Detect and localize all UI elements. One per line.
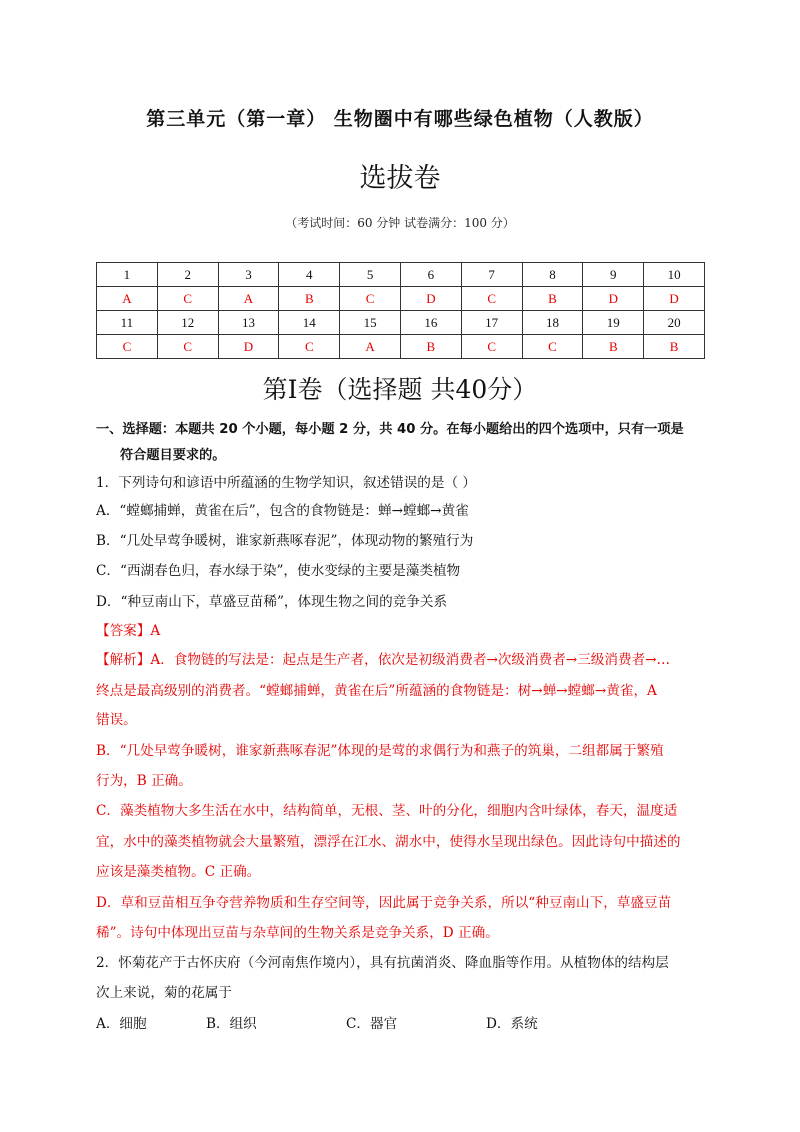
question-number-cell: 1 <box>97 263 158 287</box>
q1-option-b: B．“几处早莺争暖树，谁家新燕啄春泥”，体现动物的繁殖行为 <box>96 533 474 549</box>
q2-options <box>96 1014 706 1034</box>
q1-option-c: C．“西湖春色归，春水绿于染”，使水变绿的主要是藻类植物 <box>96 563 461 579</box>
section-title: 第Ⅰ卷（选择题 共40分） <box>262 375 538 404</box>
question-number-cell: 11 <box>97 311 158 335</box>
answer-cell: D <box>583 287 644 311</box>
answer-cell: B <box>279 287 340 311</box>
answer-cell: C <box>340 287 401 311</box>
q1-analysis-line: 【解析】A．食物链的写法是：起点是生产者，依次是初级消费者→次级消费者→三级消费者→… <box>96 652 671 668</box>
answer-cell: C <box>157 287 218 311</box>
q2-option-c: C．器官 <box>346 1016 398 1032</box>
question-number-row <box>97 311 705 335</box>
answer-cell: C <box>279 335 340 359</box>
question-number-cell: 12 <box>157 311 218 335</box>
answer-cell: C <box>522 335 583 359</box>
q2-stem-line-1: 2．怀菊花产于古怀庆府（今河南焦作境内），具有抗菌消炎、降血脂等作用。从植物体的结构层 <box>96 955 669 971</box>
q2-option-d: D．系统 <box>486 1016 538 1032</box>
question-number-cell: 14 <box>279 311 340 335</box>
q2-option-a: A．细胞 <box>96 1016 147 1032</box>
answer-table <box>96 262 705 359</box>
q1-option-d: D．“种豆南山下，草盛豆苗稀”，体现生物之间的竞争关系 <box>96 594 448 610</box>
question-number-cell: 2 <box>157 263 218 287</box>
answer-cell: A <box>97 287 158 311</box>
question-number-cell: 18 <box>522 311 583 335</box>
question-number-cell: 15 <box>340 311 401 335</box>
exam-info: （考试时间：60 分钟 试卷满分：100 分） <box>285 216 515 230</box>
answer-cell: B <box>522 287 583 311</box>
q1-analysis-line: 终点是最高级别的消费者。“螳螂捕蝉，黄雀在后”所蕴涵的食物链是：树→蝉→螳螂→黄雀，A <box>96 683 657 699</box>
q2-option-b: B．组织 <box>206 1016 257 1032</box>
answer-cell: A <box>218 287 279 311</box>
answer-cell: B <box>400 335 461 359</box>
instructions-line-1: 一、选择题：本题共 20 个小题，每小题 2 分，共 40 分。在每小题给出的四个选项中，只有一项是 <box>96 422 684 437</box>
instructions-line-2: 符合题目要求的。 <box>120 448 226 463</box>
q1-analysis-line: 稀”。诗句中体现出豆苗与杂草间的生物关系是竞争关系，D 正确。 <box>96 925 499 941</box>
question-number-cell: 16 <box>400 311 461 335</box>
q1-analysis-line: 错误。 <box>96 712 137 728</box>
question-number-cell: 20 <box>644 311 705 335</box>
answer-cell: D <box>400 287 461 311</box>
q2-stem-line-2: 次上来说，菊的花属于 <box>96 985 232 1001</box>
q1-analysis-line: 行为，B 正确。 <box>96 773 192 789</box>
answer-cell: C <box>97 335 158 359</box>
q1-analysis-line: D．草和豆苗相互争夺营养物质和生存空间等，因此属于竞争关系，所以“种豆南山下，草盛豆苗 <box>96 895 672 911</box>
question-number-cell: 3 <box>218 263 279 287</box>
question-number-cell: 5 <box>340 263 401 287</box>
question-number-cell: 4 <box>279 263 340 287</box>
q1-analysis-line: 宜，水中的藻类植物就会大量繁殖，漂浮在江水、湖水中，使得水呈现出绿色。因此诗句中描述的 <box>96 834 681 850</box>
answer-row <box>97 335 705 359</box>
question-number-cell: 8 <box>522 263 583 287</box>
question-number-cell: 6 <box>400 263 461 287</box>
q1-analysis-line: B．“几处早莺争暖树，谁家新燕啄春泥”体现的是莺的求偶行为和燕子的筑巢，二组都属于繁殖 <box>96 743 664 759</box>
exam-subtitle: 选拔卷 <box>359 163 441 194</box>
answer-cell: C <box>461 335 522 359</box>
exam-title: 第三单元（第一章） 生物圈中有哪些绿色植物（人教版） <box>146 108 654 130</box>
question-number-cell: 19 <box>583 311 644 335</box>
answer-cell: A <box>340 335 401 359</box>
question-number-cell: 7 <box>461 263 522 287</box>
question-number-cell: 17 <box>461 311 522 335</box>
answer-row <box>97 287 705 311</box>
question-number-cell: 10 <box>644 263 705 287</box>
q1-option-a: A．“螳螂捕蝉，黄雀在后”，包含的食物链是：蝉→螳螂→黄雀 <box>96 503 469 519</box>
question-number-cell: 13 <box>218 311 279 335</box>
q1-stem: 1．下列诗句和谚语中所蕴涵的生物学知识，叙述错误的是（ ） <box>96 475 476 491</box>
q1-analysis-line: C．藻类植物大多生活在水中，结构简单，无根、茎、叶的分化，细胞内含叶绿体，春天，温度适 <box>96 803 678 819</box>
answer-cell: C <box>157 335 218 359</box>
answer-cell: C <box>461 287 522 311</box>
answer-cell: D <box>218 335 279 359</box>
question-number-row <box>97 263 705 287</box>
question-number-cell: 9 <box>583 263 644 287</box>
answer-cell: B <box>583 335 644 359</box>
q1-analysis-line: 应该是藻类植物。C 正确。 <box>96 864 261 880</box>
q1-answer: 【答案】A <box>96 623 161 639</box>
answer-cell: B <box>644 335 705 359</box>
answer-cell: D <box>644 287 705 311</box>
